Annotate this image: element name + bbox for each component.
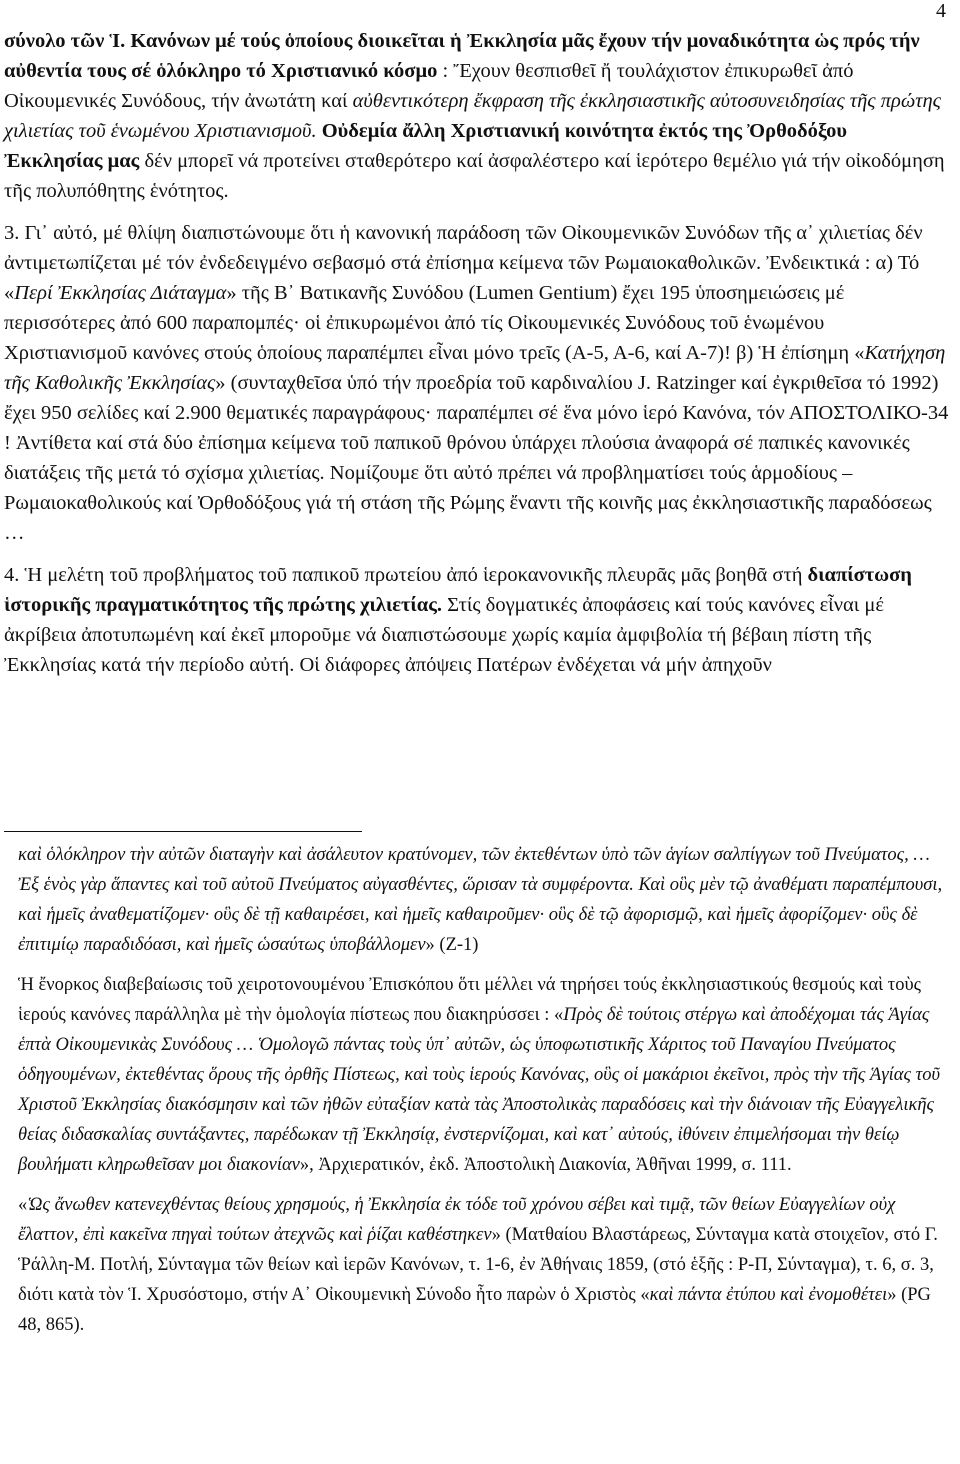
text-run: Περί Ἐκκλησίας Διάταγμα (14, 282, 227, 304)
text-run: Στίς δογματικές ἀποφάσεις καί τούς κανόνες εἶναι μέ ἀκρίβεια ἀποτυπωμένη καί ἐκεῖ μποροῦμε νά διαπιστώσουμε χωρίς καμία ἀμφιβολία τή βέβαιη πίστη τῆς Ἐκκλησίας κατά τήν περίοδο αὐτή. Οἱ διάφορες ἀπόψεις Πατέρων ἐνδέχεται νά μήν ἀπηχοῦν (4, 594, 884, 676)
paragraph (4, 26, 950, 206)
text-run: : Ἔχουν θεσπισθεῖ ἤ τουλάχιστον ἐπικυρωθεῖ ἀπό Οἰκουμενικές Συνόδους, τήν ἀνωτάτη καί (4, 60, 854, 112)
footnote (4, 840, 950, 960)
text-run: σύνολο τῶν Ἱ. Κανόνων μέ τούς ὁποίους διοικεῖται ἡ Ἐκκλησία μᾶς ἔχουν τήν μοναδικότητα ὡς πρός τήν αὐθεντία τους σέ ὁλόκληρο τό Χριστιανικό κόσμο (4, 30, 920, 82)
text-run: διαπίστωση ἱστορικῆς πραγματικότητος τῆς πρώτης χιλιετίας. (4, 564, 912, 616)
text-run: » (συνταχθεῖσα ὑπό τήν προεδρία τοῦ καρδιναλίου J. Ratzinger καί ἐγκριθεῖσα τό 1992) ἔχει 950 σελίδες καί 2.900 θεματικές παραγράφους· παραπέμπει σέ ἕνα μόνο ἱερό Κανόνα, τόν ΑΠΟΣΤΟΛΙΚΟ-34 ! Ἀντίθετα καί στά δύο ἐπίσημα κείμενα τοῦ παπικοῦ θρόνου ὑπάρχει πλούσια ἀναφορά σέ παπικές κανονικές διατάξεις τῆς μετά τό σχίσμα χιλιετίας. Νομίζουμε ὅτι αὐτό πρέπει νά προβληματίσει τούς ἁρμοδίους – Ρωμαιοκαθολικούς καί Ὀρθοδόξους γιά τή στάση τῆς Ρώμης ἔναντι τῆς κοινῆς μας ἐκκλησιαστικῆς παραδόσεως … (4, 372, 949, 544)
text-run: » (PG 48, 865). (18, 1285, 931, 1335)
footnote (4, 970, 950, 1180)
text-run: Πρὸς δὲ τούτοις στέργω καὶ ἀποδέχομαι τάς Ἁγίας ἑπτὰ Οἰκουμενικὰς Συνόδους … Ὁμολογῶ πάντας τοὺς ὑπ᾿ αὐτῶν, ὡς ὑποφωτιστικῆς Χάριτος τοῦ Παναγίου Πνεύματος ὁδηγουμένων, ἐκτεθέντας ὅρους τῆς ὀρθῆς Πίστεως, καὶ τοὺς ἱερούς Κανόνας, οὓς οἱ μακάριοι ἐκεῖνοι, πρὸς τὴν τῆς Ἁγίας τοῦ Χριστοῦ Ἐκκλησίας διακόσμησιν καὶ τῶν ἠθῶν εὐταξίαν κατὰ τὰς Ἀποστολικὰς παραδόσεις καὶ τὴν διάνοιαν τῆς Εὐαγγελικῆς θείας διδασκαλίας συντάξαντες, παρέδωκαν τῇ Ἐκκλησίᾳ, ἐνστερνίζομαι, καὶ κατ᾿ αὐτούς, ἰθύνειν ἐπιμελήσομαι τὴν θείῳ βουλήματι κληρωθεῖσαν μοι διακονίαν (18, 1005, 940, 1175)
paragraph (4, 560, 950, 680)
text-run: αὐθεντικότερη ἔκφραση τῆς ἐκκλησιαστικῆς αὐτοσυνειδησίας τῆς πρώτης χιλιετίας τοῦ ἑνωμένου Χριστιανισμοῦ. (4, 90, 941, 142)
text-run: » (Ζ-1) (425, 935, 479, 955)
text-run: Οὐδεμία ἄλλη Χριστιανική κοινότητα ἐκτός της Ὀρθοδόξου Ἐκκλησίας μας (4, 120, 848, 172)
text-run: » (Ματθαίου Βλαστάρεως, Σύνταγμα κατὰ στοιχεῖον, στό Γ. Ῥάλλη-Μ. Ποτλή, Σύνταγμα τῶν θείων καὶ ἱερῶν Κανόνων, τ. 1-6, ἐν Ἀθήναις 1859, (στό ἑξῆς : Ρ-Π, Σύνταγμα), τ. 6, σ. 3, διότι κατὰ τὸν Ἱ. Χρυσόστομο, στήν Α᾿ Οἰκουμενικὴ Σύνοδο ἦτο παρὼν ὁ Χριστὸς « (18, 1225, 938, 1305)
text-run: 4. Ἡ μελέτη τοῦ προβλήματος τοῦ παπικοῦ πρωτείου ἀπό ἱεροκανονικῆς πλευρᾶς μᾶς βοηθᾶ στή (4, 564, 808, 586)
text-run: καὶ πάντα ἐτύπου καὶ ἐνομοθέτει (649, 1285, 888, 1305)
footnote (4, 1190, 950, 1340)
text-run: 3. Γι᾿ αὐτό, μέ θλίψη διαπιστώνουμε ὅτι ἡ κανονική παράδοση τῶν Οἰκουμενικῶν Συνόδων τῆς α᾿ χιλιετίας δέν ἀντιμετωπίζεται μέ τόν ἐνδεδειγμένο σεβασμό στά ἐπίσημα κείμενα τῶν Ρωμαιοκαθολικῶν. Ἐνδεικτικά : α) Τό « (4, 222, 923, 304)
text-run: Κατήχηση τῆς Καθολικῆς Ἐκκλησίας (4, 342, 946, 394)
page-number: 4 (936, 0, 946, 22)
text-run: « (18, 1195, 28, 1215)
text-run: » τῆς Β᾿ Βατικανῆς Συνόδου (Lumen Gentium) ἔχει 195 ὑποσημειώσεις μέ περισσότερες ἀπό 600 παραπομπές· οἱ ἐπικυρωμένοι ἀπό τίς Οἰκουμενικές Συνόδους τοῦ ἑνωμένου Χριστιανισμοῦ κανόνες στούς ὁποίους παραπέμπει εἶναι μόνο τρεῖς (Α-5, Α-6, καί Α-7)! β) Ἡ ἐπίσημη « (4, 282, 865, 364)
text-run: καὶ ὁλόκληρον τὴν αὐτῶν διαταγὴν καὶ ἀσάλευτον κρατύνομεν, τῶν ἐκτεθέντων ὑπὸ τῶν ἁγίων σαλπίγγων τοῦ Πνεύματος, … Ἐξ ἑνὸς γὰρ ἅπαντες καὶ τοῦ αὐτοῦ Πνεύματος αὐγασθέντες, ὥρισαν τὰ συμφέροντα. Καὶ οὓς μὲν τῷ ἀναθέματι παραπέμπουσι, καὶ ἡμεῖς ἀναθεματίζομεν· οὓς δὲ τῇ καθαιρέσει, καὶ ἡμεῖς καθαιροῦμεν· οὓς δὲ τῷ ἀφορισμῷ, καὶ ἡμεῖς ἀφορίζομεν· οὓς δὲ ἐπιτιμίῳ παραδιδόασι, καὶ ἡμεῖς ὡσαύτως ὑποβάλλομεν (18, 845, 943, 955)
text-run: Ὡς ἄνωθεν κατενεχθέντας θείους χρησμούς, ἡ Ἐκκλησία ἐκ τόδε τοῦ χρόνου σέβει καὶ τιμᾷ, τῶν θείων Εὐαγγελίων οὐχ ἔλαττον, ἐπὶ κακεῖνα πηγαὶ τούτων ἀτεχνῶς καὶ ῥίζαι καθέστηκεν (18, 1195, 896, 1245)
paragraph (4, 218, 950, 548)
text-run: δέν μπορεῖ νά προτείνει σταθερότερο καί ἀσφαλέστερο καί ἱερότερο θεμέλιο γιά τήν οἰκοδόμηση τῆς πολυπόθητης ἑνότητος. (4, 150, 945, 202)
main-text (4, 26, 950, 686)
text-run: Ἡ ἔνορκος διαβεβαίωσις τοῦ χειροτονουμένου Ἐπισκόπου ὅτι μέλλει νά τηρήσει τούς ἐκκλησιαστικούς θεσμούς καὶ τοὺς ἱερούς κανόνες παράλληλα μὲ τὴν ὁμολογία πίστεως που διακηρύσσει : « (18, 975, 921, 1025)
text-run: », Ἀρχιερατικόν, ἐκδ. Ἀποστολικὴ Διακονία, Ἀθῆναι 1999, σ. 111. (299, 1155, 792, 1175)
footnote-separator (4, 831, 362, 832)
footnotes (4, 840, 950, 1350)
